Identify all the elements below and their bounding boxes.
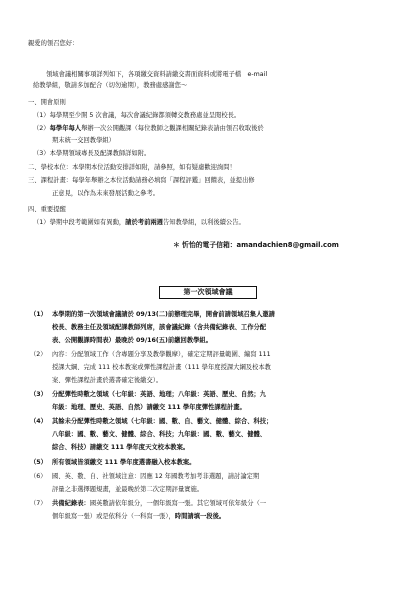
item-2-line-3: 案、彈性課程計畫於選書確定後繳交）。 [52, 377, 163, 384]
emphasis-text: 每學年每人 [49, 125, 82, 132]
email-address[interactable]: amandachien8@gmail.com [236, 241, 339, 249]
section-3-line-2: 正意見，以作為未來發展活動之參考。 [52, 190, 160, 197]
item-5-line-1: 所有領域皆須繳交 111 學年度選書融入校本教案。 [52, 459, 196, 466]
item-7-line-2 [52, 512, 225, 522]
item-3-line-2: 年級：地理、歷史、英語、自然）請繳交 111 學年度彈性課程計畫。 [52, 404, 246, 411]
intro-line-2: 給教學組，敬請多加配合（切勿逾期），教務處感謝您～ [33, 82, 188, 89]
item-3-line-1: 分配彈性時數之領域（七年級：英語、地理；八年級：英語、歷史、自然；九 [52, 391, 267, 398]
item-6-line-2: 評量之非選擇題規畫，並最晚於第二次定期評量實施。 [52, 486, 204, 493]
item-number: （2） [33, 125, 50, 132]
section-3-line-1: 三、課程計畫：每學年舉辦之本位活動請務必填寫「課程評鑑」回饋表，並提出修 [28, 177, 255, 184]
section-1-item-3: （3）本學期領域專長及配課教師詳如附。 [33, 150, 151, 157]
greeting: 親愛的領召您好： [28, 40, 79, 47]
item-3-number: （3） [30, 391, 47, 398]
item-2-line-1: 內容：分配領域工作（含專題分享及教學觀摩），確定定期評量範圍、編寫 111 [52, 351, 271, 358]
section-4-heading: 四、重要提醒 [28, 206, 66, 213]
section-1-item-2-cont: 期末統一交回教學組） [52, 137, 115, 144]
emphasis-text: 共備紀錄表： [52, 500, 90, 507]
section-2-line: 二、學校本位：本學期本位活動安排詳如附，請參照，如有疑慮歡迎詢問！ [28, 164, 236, 171]
section-4-item-1 [33, 218, 245, 228]
item-1-line-2: 校長、教務主任及領域配課教師列席，該會議紀錄（含共備紀錄表、工作分配 [52, 324, 267, 331]
section-1-heading: 一、開會原則 [28, 99, 66, 106]
item-4-line-2: 八年級：國、數、藝文、健體、綜合、科技；九年級：國、數、藝文、健體、 [52, 431, 267, 438]
email-line [173, 240, 339, 250]
item-text: 國英數請依年級分，一個年級寫一張。其它領域可依年級分（一 [89, 500, 267, 507]
item-text: 舉辦一次公開觀課（每位教師之觀課相關紀錄表請由領召收取後於 [81, 125, 264, 132]
item-4-line-1: 其餘未分配彈性時數之領域（七年級：國、數、自、藝文、健體、綜合、科技； [52, 418, 273, 425]
item-text: （1）學期中段考範圍如有異動， [33, 219, 126, 226]
item-text: 個年級寫一張）或是依科分（一科寫一張）， [52, 513, 175, 520]
item-7-number: （7） [30, 500, 47, 507]
item-2-line-2: 授課大綱、完成 111 校本教案或彈性課程計畫（111 學年度授課大綱及校本教 [52, 364, 271, 371]
intro-line-1: 領域會議相關事項詳列如下，各項繳交資料請繳交書面資料或將電子檔 e-mail [46, 71, 268, 78]
item-5-number: （5） [30, 459, 47, 466]
emphasis-text: 時間請填一段後。 [174, 513, 226, 520]
item-text: 告知教學組，以利後續公告。 [162, 219, 245, 226]
item-4-line-3: 綜合、科技）請繳交 111 學年度天文校本教案。 [52, 444, 190, 451]
section-1-item-1: （1）每學期至少開 5 次會議，每次會議紀錄都須轉交教務處並呈閱校長。 [33, 112, 241, 119]
item-7-line-1 [52, 499, 266, 509]
item-2-number: （2） [30, 351, 47, 358]
item-1-line-3: 表、公開觀課時間表）最晚於 09/16(五)前繳回教學組。 [52, 337, 213, 344]
item-1-line-1: 本學期的第一次領域會議請於 09/13(二)前辦理完畢，開會前請領域召集人邀請 [52, 311, 275, 318]
section-1-item-2 [33, 124, 264, 134]
email-label: ＊ 忻怡的電子信箱： [173, 241, 237, 249]
item-6-line-1: 國、英、數、自、社領域注意：因應 12 年國教考加考非選題，請討論定期 [52, 473, 260, 480]
item-4-number: （4） [30, 418, 47, 425]
emphasis-text: 請於考前兩週 [125, 219, 163, 226]
meeting-title-box: 第一次領域會議 [159, 286, 257, 299]
item-1-number: （1） [30, 311, 47, 318]
item-6-number: （6） [30, 473, 47, 480]
